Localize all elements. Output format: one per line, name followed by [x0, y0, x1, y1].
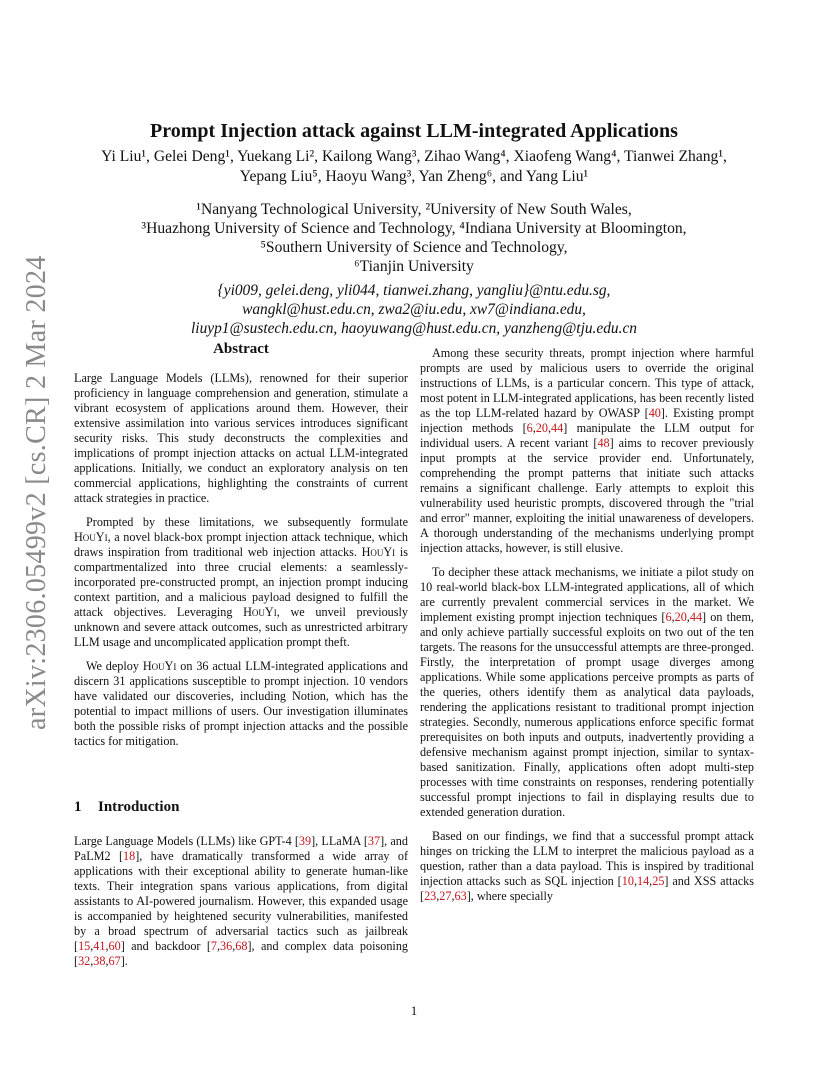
citation-link[interactable]: 6: [526, 421, 533, 435]
author-line-2: Yepang Liu⁵, Haoyu Wang³, Yan Zheng⁶, and Yang Liu¹: [239, 168, 589, 185]
citation-link[interactable]: 41: [93, 939, 106, 953]
right-paragraph-1: Among these security threats, prompt injection where harmful prompts are used by malicious users to override the original instructions of LLMs, is a particular concern. This type of attack, most potent in LLM-integrated applications, has been recently listed as the top LLM-related hazard by OWASP [40]. Existing prompt injection methods [6,20,44] manipulate the LLM output for individual users. A recent variant [48] aims to recover previously input prompts at the service provider end. Unfortunately, comprehending the prompt patterns that initiate such attacks remains a significant challenge. Early attempts to exploit this vulnerability used heuristic prompts, discovered through the "trial and error" manner, exploiting the initial unawareness of developers. A thorough understanding of the mechanisms underlying prompt injection attacks, however, is still elusive.: [420, 346, 754, 555]
introduction-paragraph-1: Large Language Models (LLMs) like GPT-4 [39], LLaMA [37], and PaLM2 [18], have dramatically transformed a wide array of applications with their exceptional ability to generate human-like texts. Their integration spans various applications, from digital assistants to AI-powered journalism. However, this expanded usage is accompanied by heightened security vulnerabilities, manifested by a broad spectrum of adversarial tactics such as jailbreak [15,41,60] and backdoor [7,36,68], and complex data poisoning [32,38,67].: [74, 834, 409, 968]
email-line-3: liuyp1@sustech.edu.cn, haoyuwang@hust.edu.cn, yanzheng@tju.edu.cn: [191, 320, 637, 337]
citation-link[interactable]: 32: [78, 954, 91, 968]
affiliation-line-4: ⁶Tianjin University: [354, 258, 474, 275]
citation-link[interactable]: 44: [551, 421, 564, 435]
citation-link[interactable]: 63: [454, 889, 467, 903]
arxiv-identifier-stamp: arXiv:2306.05499v2 [cs.CR] 2 Mar 2024: [21, 255, 52, 731]
citation-link[interactable]: 44: [689, 610, 703, 624]
citation-link[interactable]: 10: [621, 874, 634, 888]
houyi-name: HouYi: [142, 659, 177, 673]
citation-link[interactable]: 7: [210, 939, 217, 953]
citation-link[interactable]: 15: [78, 939, 91, 953]
section-title: Introduction: [98, 799, 180, 815]
page-number: 1: [410, 1003, 418, 1018]
affiliation-line-1: ¹Nanyang Technological University, ²University of New South Wales,: [196, 201, 632, 218]
right-column-body: [420, 346, 754, 913]
citation-link[interactable]: 25: [652, 874, 665, 888]
citation-link[interactable]: 14: [636, 874, 650, 888]
citation-link[interactable]: 39: [298, 834, 312, 848]
citation-link[interactable]: 67: [108, 954, 121, 968]
paper-title: Prompt Injection attack against LLM-integrated Applications: [150, 120, 678, 142]
abstract-paragraph-3: We deploy HouYi on 36 actual LLM-integrated applications and discern 31 applications susceptible to prompt injection. 10 vendors have validated our discoveries, including Notion, which has the potential to impact millions of users. Our investigation illuminates both the possible risks of prompt injection attacks and the possible tactics for mitigation.: [74, 659, 408, 748]
abstract-heading: Abstract: [213, 341, 269, 357]
introduction-body: [74, 834, 408, 978]
citation-link[interactable]: 40: [648, 406, 661, 420]
citation-link[interactable]: 48: [597, 436, 610, 450]
abstract-body: [74, 371, 408, 758]
email-line-2: wangkl@hust.edu.cn, zwa2@iu.edu, xw7@indiana.edu,: [242, 301, 586, 318]
citation-link[interactable]: 20: [535, 421, 548, 435]
affiliation-line-3: ⁵Southern University of Science and Technology,: [260, 239, 568, 256]
abstract-paragraph-2: Prompted by these limitations, we subsequently formulate HouYi, a novel black-box prompt injection attack technique, which draws inspiration from traditional web injection attacks. HouYi is compartmentalized into three crucial elements: a seamlessly-incorporated pre-constructed prompt, an injection prompt inducing context partition, and a malicious payload designed to fulfill the attack objectives. Leveraging HouYi, we unveil previously unknown and severe attack outcomes, such as unrestricted arbitrary LLM usage and uncomplicated application prompt theft.: [74, 515, 408, 649]
email-line-1: {yi009, gelei.deng, yli044, tianwei.zhang, yangliu}@ntu.edu.sg,: [217, 282, 611, 299]
abstract-paragraph-1: Large Language Models (LLMs), renowned for their superior proficiency in language comprehension and generation, stimulate a vibrant ecosystem of applications around them. However, their extensive assimilation into various services introduces significant security risks. This study deconstructs the complexities and implications of prompt injection attacks on actual LLM-integrated applications. Initially, we conduct an exploratory analysis on ten commercial applications, highlighting the constraints of current attack strategies in practice.: [74, 371, 408, 505]
citation-link[interactable]: 23: [424, 889, 437, 903]
author-line-1: Yi Liu¹, Gelei Deng¹, Yuekang Li², Kailong Wang³, Zihao Wang⁴, Xiaofeng Wang⁴, Tianwei Zhang¹,: [101, 148, 727, 165]
citation-link[interactable]: 6: [665, 610, 672, 624]
houyi-name: HouYi: [361, 545, 396, 559]
affiliation-line-2: ³Huazhong University of Science and Technology, ⁴Indiana University at Bloomington,: [141, 220, 687, 237]
citation-link[interactable]: 38: [93, 954, 106, 968]
citation-link[interactable]: 27: [439, 889, 452, 903]
author-emails: [60, 281, 768, 338]
author-list: [60, 147, 768, 187]
citation-link[interactable]: 20: [674, 610, 687, 624]
affiliations: [60, 200, 768, 276]
right-paragraph-2: To decipher these attack mechanisms, we initiate a pilot study on 10 real-world black-box LLM-integrated applications, all of which are currently prevalent commercial services in the market. We implement existing prompt injection techniques [6,20,44] on them, and only achieve partially successful exploits on two out of the ten targets. The reasons for the unsuccessful attempts are three-pronged. Firstly, the interpretation of prompt usage diverges among applications. While some applications perceive prompts as parts of the queries, others identify them as analytical data payloads, rendering the applications resistant to traditional prompt injection strategies. Secondly, numerous applications enforce specific format prerequisites on both inputs and outputs, inadvertently providing a defensive mechanism against prompt injection, similar to syntax-based sanitization. Finally, applications often adopt multi-step processes with time constraints on responses, rendering potentially successful prompt injections to fail in displaying results due to extended generation duration.: [420, 565, 754, 819]
section-number: 1: [74, 799, 82, 815]
citation-link[interactable]: 60: [108, 939, 121, 953]
citation-link[interactable]: 68: [235, 939, 248, 953]
right-paragraph-3: Based on our findings, we find that a successful prompt attack hinges on tricking the LLM to interpret the malicious payload as a question, rather than a data payload. This is inspired by traditional injection attacks such as SQL injection [10,14,25] and XSS attacks [23,27,63], where specially: [420, 829, 755, 903]
citation-link[interactable]: 37: [367, 834, 381, 848]
houyi-name: HouYi: [243, 605, 277, 619]
houyi-name: HouYi: [74, 530, 108, 544]
citation-link[interactable]: 36: [220, 939, 233, 953]
citation-link[interactable]: 18: [123, 849, 136, 863]
section-heading-introduction: [74, 799, 408, 816]
